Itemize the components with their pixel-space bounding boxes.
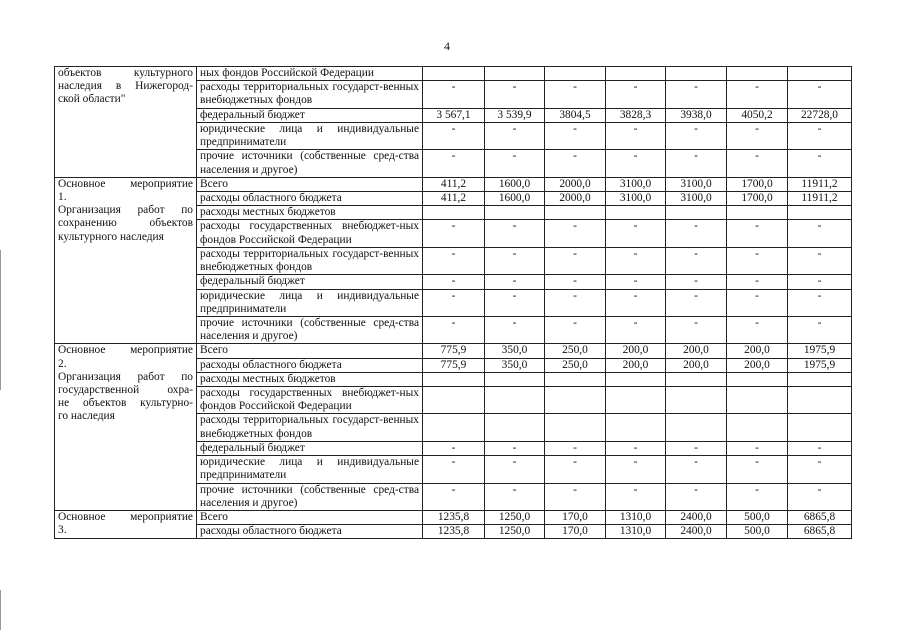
- value-cell: -: [788, 441, 852, 455]
- value-cell: -: [727, 441, 788, 455]
- value-cell: [423, 387, 485, 414]
- value-cell: -: [423, 316, 485, 343]
- value-cell: [727, 414, 788, 441]
- funding-source-cell: расходы государственных внебюджет-ных фондов Российской Федерации: [197, 387, 423, 414]
- value-cell: [788, 414, 852, 441]
- value-cell: [545, 387, 606, 414]
- value-cell: [666, 387, 727, 414]
- value-cell: -: [545, 122, 606, 149]
- funding-source-cell: расходы местных бюджетов: [197, 206, 423, 220]
- funding-source-cell: Всего: [197, 511, 423, 525]
- value-cell: [423, 206, 485, 220]
- event-name-cell: [55, 344, 197, 511]
- value-cell: [545, 372, 606, 386]
- funding-source-cell: федеральный бюджет: [197, 441, 423, 455]
- event-name-line: Основное мероприятие: [58, 344, 193, 357]
- value-cell: -: [788, 316, 852, 343]
- value-cell: 1250,0: [485, 511, 545, 525]
- value-cell: -: [485, 247, 545, 274]
- value-cell: [545, 414, 606, 441]
- value-cell: -: [545, 247, 606, 274]
- value-cell: -: [545, 441, 606, 455]
- value-cell: -: [727, 247, 788, 274]
- value-cell: -: [788, 150, 852, 177]
- value-cell: -: [423, 289, 485, 316]
- value-cell: [788, 387, 852, 414]
- value-cell: 6865,8: [788, 511, 852, 525]
- funding-source-cell: расходы местных бюджетов: [197, 372, 423, 386]
- value-cell: 3 539,9: [485, 108, 545, 122]
- event-name-line: Основное мероприятие: [58, 177, 193, 190]
- funding-source-cell: Всего: [197, 177, 423, 191]
- value-cell: 411,2: [423, 191, 485, 205]
- value-cell: 411,2: [423, 177, 485, 191]
- value-cell: 3100,0: [666, 177, 727, 191]
- value-cell: 3938,0: [666, 108, 727, 122]
- value-cell: -: [423, 122, 485, 149]
- value-cell: [666, 206, 727, 220]
- funding-source-cell: федеральный бюджет: [197, 275, 423, 289]
- funding-source-cell: прочие источники (собственные сред-ства населения и другое): [197, 483, 423, 510]
- value-cell: -: [666, 456, 727, 483]
- value-cell: [666, 372, 727, 386]
- event-name-line: 3.: [58, 524, 67, 537]
- value-cell: 200,0: [606, 344, 666, 358]
- event-name-line: объектов культурного: [58, 67, 193, 79]
- value-cell: -: [606, 220, 666, 247]
- event-name-line: Организация работ по: [58, 370, 193, 383]
- value-cell: [545, 67, 606, 81]
- value-cell: 775,9: [423, 344, 485, 358]
- value-cell: -: [423, 220, 485, 247]
- value-cell: 1310,0: [606, 525, 666, 539]
- funding-source-cell: Всего: [197, 344, 423, 358]
- value-cell: -: [727, 456, 788, 483]
- value-cell: 3828,3: [606, 108, 666, 122]
- value-cell: -: [485, 122, 545, 149]
- value-cell: [666, 414, 727, 441]
- funding-source-cell: расходы территориальных государст-венных внебюджетных фондов: [197, 247, 423, 274]
- value-cell: -: [545, 483, 606, 510]
- value-cell: -: [788, 456, 852, 483]
- event-name-line: 1.: [58, 190, 67, 203]
- event-name-line: сохранению объектов: [58, 217, 193, 230]
- value-cell: -: [666, 247, 727, 274]
- value-cell: -: [423, 150, 485, 177]
- value-cell: -: [727, 122, 788, 149]
- value-cell: -: [545, 275, 606, 289]
- event-name-line: наследия в Нижегород-: [58, 80, 193, 93]
- value-cell: [606, 67, 666, 81]
- value-cell: 1975,9: [788, 358, 852, 372]
- value-cell: -: [727, 81, 788, 108]
- table-row: [55, 67, 852, 81]
- value-cell: 2400,0: [666, 511, 727, 525]
- value-cell: -: [727, 150, 788, 177]
- table-row: [55, 344, 852, 358]
- value-cell: 22728,0: [788, 108, 852, 122]
- event-name-line: культурного наследия: [58, 230, 164, 243]
- value-cell: [788, 206, 852, 220]
- event-name-line: государственной охра-: [58, 384, 193, 397]
- value-cell: [423, 414, 485, 441]
- value-cell: -: [606, 441, 666, 455]
- value-cell: [423, 67, 485, 81]
- value-cell: [485, 372, 545, 386]
- table-row: [55, 511, 852, 525]
- value-cell: -: [606, 122, 666, 149]
- value-cell: -: [727, 220, 788, 247]
- budget-table: [54, 66, 852, 539]
- value-cell: -: [666, 483, 727, 510]
- funding-source-cell: расходы областного бюджета: [197, 525, 423, 539]
- value-cell: -: [423, 81, 485, 108]
- value-cell: 200,0: [727, 358, 788, 372]
- value-cell: -: [666, 316, 727, 343]
- value-cell: -: [606, 81, 666, 108]
- value-cell: -: [606, 275, 666, 289]
- value-cell: 1600,0: [485, 177, 545, 191]
- page-number: 4: [444, 39, 450, 53]
- funding-source-cell: расходы территориальных государст-венных внебюджетных фондов: [197, 81, 423, 108]
- value-cell: [485, 67, 545, 81]
- value-cell: [545, 206, 606, 220]
- event-name-line: 2.: [58, 357, 67, 370]
- value-cell: 170,0: [545, 511, 606, 525]
- funding-source-cell: ных фондов Российской Федерации: [197, 67, 423, 81]
- value-cell: -: [788, 275, 852, 289]
- event-name-line: не объектов культурно-: [58, 397, 193, 410]
- value-cell: [727, 206, 788, 220]
- value-cell: 500,0: [727, 511, 788, 525]
- value-cell: -: [666, 150, 727, 177]
- value-cell: -: [485, 81, 545, 108]
- value-cell: [727, 67, 788, 81]
- value-cell: 1310,0: [606, 511, 666, 525]
- value-cell: 250,0: [545, 344, 606, 358]
- funding-source-cell: прочие источники (собственные сред-ства населения и другое): [197, 150, 423, 177]
- value-cell: -: [666, 81, 727, 108]
- value-cell: [606, 387, 666, 414]
- event-name-line: Организация работ по: [58, 204, 193, 217]
- value-cell: -: [423, 275, 485, 289]
- funding-source-cell: юридические лица и индивидуальные предприниматели: [197, 122, 423, 149]
- funding-source-cell: юридические лица и индивидуальные предприниматели: [197, 289, 423, 316]
- value-cell: -: [788, 122, 852, 149]
- value-cell: -: [485, 275, 545, 289]
- value-cell: 1700,0: [727, 191, 788, 205]
- value-cell: -: [606, 483, 666, 510]
- value-cell: -: [727, 275, 788, 289]
- funding-source-cell: расходы областного бюджета: [197, 358, 423, 372]
- value-cell: -: [485, 289, 545, 316]
- event-name-cell: [55, 177, 197, 344]
- value-cell: -: [788, 81, 852, 108]
- funding-source-cell: прочие источники (собственные сред-ства населения и другое): [197, 316, 423, 343]
- value-cell: -: [727, 316, 788, 343]
- value-cell: 200,0: [727, 344, 788, 358]
- value-cell: 250,0: [545, 358, 606, 372]
- binding-edge-line: [0, 590, 1, 630]
- value-cell: 3100,0: [606, 191, 666, 205]
- value-cell: -: [485, 316, 545, 343]
- value-cell: -: [545, 289, 606, 316]
- value-cell: [485, 387, 545, 414]
- event-name-line: ской области": [58, 93, 126, 106]
- table-row: [55, 177, 852, 191]
- binding-edge-line: [0, 250, 1, 390]
- value-cell: -: [606, 456, 666, 483]
- value-cell: 1700,0: [727, 177, 788, 191]
- funding-source-cell: расходы областного бюджета: [197, 191, 423, 205]
- value-cell: -: [423, 247, 485, 274]
- event-name-line: го наследия: [58, 410, 115, 423]
- value-cell: 500,0: [727, 525, 788, 539]
- value-cell: -: [485, 456, 545, 483]
- value-cell: [727, 372, 788, 386]
- value-cell: [606, 372, 666, 386]
- value-cell: -: [423, 441, 485, 455]
- value-cell: 775,9: [423, 358, 485, 372]
- value-cell: -: [485, 150, 545, 177]
- value-cell: [788, 372, 852, 386]
- value-cell: [666, 67, 727, 81]
- value-cell: -: [606, 247, 666, 274]
- value-cell: [485, 414, 545, 441]
- value-cell: -: [666, 441, 727, 455]
- value-cell: -: [788, 289, 852, 316]
- value-cell: 170,0: [545, 525, 606, 539]
- value-cell: 3804,5: [545, 108, 606, 122]
- value-cell: 2000,0: [545, 177, 606, 191]
- value-cell: [423, 372, 485, 386]
- event-name-cell: [55, 511, 197, 539]
- event-name-line: Основное мероприятие: [58, 511, 193, 523]
- value-cell: 6865,8: [788, 525, 852, 539]
- value-cell: -: [788, 220, 852, 247]
- value-cell: -: [788, 483, 852, 510]
- value-cell: 2400,0: [666, 525, 727, 539]
- value-cell: 200,0: [666, 344, 727, 358]
- value-cell: [485, 206, 545, 220]
- value-cell: 1235,8: [423, 525, 485, 539]
- value-cell: 3 567,1: [423, 108, 485, 122]
- value-cell: 11911,2: [788, 177, 852, 191]
- value-cell: 350,0: [485, 344, 545, 358]
- value-cell: 1235,8: [423, 511, 485, 525]
- value-cell: -: [606, 150, 666, 177]
- value-cell: [727, 387, 788, 414]
- funding-source-cell: расходы территориальных государст-венных внебюджетных фондов: [197, 414, 423, 441]
- value-cell: -: [545, 81, 606, 108]
- value-cell: -: [485, 441, 545, 455]
- value-cell: [788, 67, 852, 81]
- value-cell: 11911,2: [788, 191, 852, 205]
- value-cell: 350,0: [485, 358, 545, 372]
- value-cell: 1250,0: [485, 525, 545, 539]
- value-cell: 200,0: [606, 358, 666, 372]
- value-cell: -: [606, 289, 666, 316]
- value-cell: 1975,9: [788, 344, 852, 358]
- value-cell: 3100,0: [666, 191, 727, 205]
- funding-source-cell: расходы государственных внебюджет-ных фондов Российской Федерации: [197, 220, 423, 247]
- value-cell: -: [727, 289, 788, 316]
- value-cell: -: [545, 316, 606, 343]
- value-cell: -: [666, 122, 727, 149]
- event-name-cell: [55, 67, 197, 178]
- value-cell: -: [666, 289, 727, 316]
- value-cell: -: [485, 483, 545, 510]
- value-cell: [606, 206, 666, 220]
- value-cell: -: [606, 316, 666, 343]
- funding-source-cell: федеральный бюджет: [197, 108, 423, 122]
- value-cell: 200,0: [666, 358, 727, 372]
- value-cell: 3100,0: [606, 177, 666, 191]
- value-cell: -: [666, 275, 727, 289]
- value-cell: -: [727, 483, 788, 510]
- value-cell: -: [666, 220, 727, 247]
- value-cell: 2000,0: [545, 191, 606, 205]
- value-cell: 4050,2: [727, 108, 788, 122]
- table-body: [55, 67, 852, 539]
- value-cell: -: [485, 220, 545, 247]
- value-cell: -: [545, 456, 606, 483]
- funding-source-cell: юридические лица и индивидуальные предприниматели: [197, 456, 423, 483]
- value-cell: -: [423, 483, 485, 510]
- value-cell: 1600,0: [485, 191, 545, 205]
- value-cell: -: [423, 456, 485, 483]
- value-cell: -: [545, 150, 606, 177]
- value-cell: [606, 414, 666, 441]
- value-cell: -: [545, 220, 606, 247]
- value-cell: -: [788, 247, 852, 274]
